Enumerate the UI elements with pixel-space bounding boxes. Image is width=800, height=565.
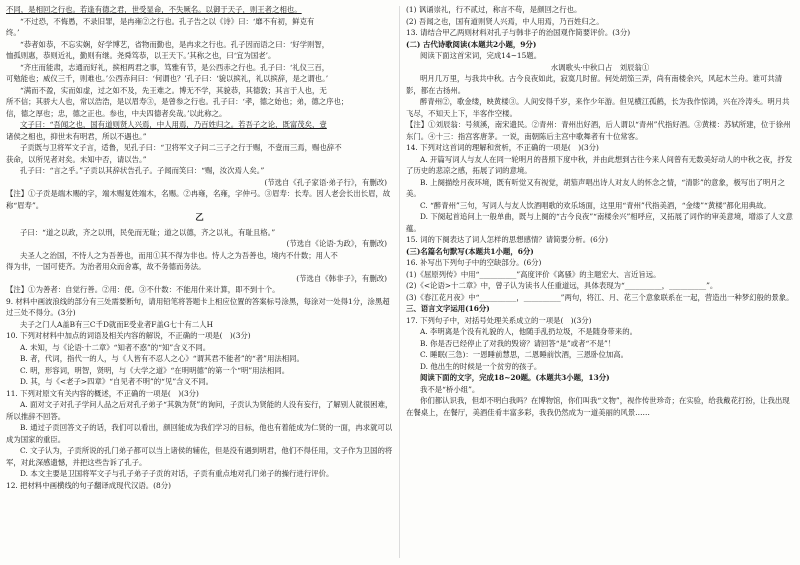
text-line: (节选自《论语·为政》，有删改): [286, 239, 387, 248]
option-line: C. 文子认为，子贡所说的孔门弟子都可以当上诸侯的辅佐，但是没有遇到明君，他们不得任用，文子作为卫国的将军，对此深感遗憾，并把这些告诉了孔子。: [6, 446, 393, 467]
poem-line: 醉青州②，歌金缕，映黄楼③。人间安得千岁，来作少年游。但见横江孤鹤，长为我作惊鸿，兴在冷涛头。明月共飞尽，不知天上下，半客作空楼。: [406, 97, 790, 118]
text-line: (1) 讽诵崇礼，行不贰过，称言不苟，是颜回之行也。: [406, 5, 582, 14]
option-line: D. 下阕起首追问上一般单曲，既与上阕的“古今良夜”“南楼余兴”相呼应，又拓展了词作的审美意境，增添了人文意蕴。: [406, 212, 793, 233]
question-12-items: [406, 4, 794, 39]
question-17-options: [406, 326, 794, 372]
fill-blank-item: (1)《屈原列传》中用“__________”高度评价《离骚》的主题宏大、言近旨远。: [406, 269, 661, 279]
option-line: B. 通过子贡回答文子的话，我们可以看出，颜回能成为我们学习的目标，他也有着能成为仁贤的一面，冉求就可以成为国家的重臣。: [6, 423, 393, 444]
poem-title: 水调歌头·中秋口占 刘辰翁①: [550, 62, 650, 72]
poem-body: [406, 73, 794, 119]
question-16: 16. 补写出下列句子中的空缺部分。(6分): [406, 258, 542, 267]
fill-blank-item: (3)《春江花月夜》中“__________，__________”两句，将江、月、花三个意象联系在一起，营造出一种梦幻般的景象。: [406, 292, 794, 302]
question-10: 10. 下列对材料中加点的词语及相关内容的解说，不正确的一项是( )(3分): [6, 331, 251, 340]
reading-text: 你们都认识我，但却不明白我吗？在博物馆，你们叫我“文物”，视作传世珍奇；在实验，给我戴花打扮，让我出现在餐桌上，在餐厅，美酒佳肴丰富多彩，我我仍然成为一道美丽的风景……: [406, 396, 790, 417]
note-a: 【注】①子贡是端木赐的字，端木赐复姓端木，名赐。②冉雍，名雍，字仲弓。③眉寿：长寿。因人老会长出长眉，故称“眉寿”。: [6, 189, 391, 210]
option-line: D. 本文主要是卫国将军文子与孔子弟子子贡的对话，子贡有重点地对孔门弟子的操行进行评价。: [20, 469, 334, 478]
text-line: “恭者如恭，不忘实娴，好学博艺，省物而勤也，是冉求之行也。孔子因而语之曰：‘好学则智，: [20, 39, 330, 49]
text-line: 可勉能也；威仪三千，则难也。’公西赤问曰：‘何谓也？’孔子曰：‘貌以摈礼，礼以摈辞，是之谓也。’: [6, 74, 329, 83]
left-column: [6, 4, 393, 562]
question-14: 14. 下列对这首词的理解和赏析，不正确的一项是( )(3分): [406, 143, 599, 152]
text-line: 恤孤则惠，恭则近礼，勤则有继。尧舜笃恭，以王天下。’其称之也，曰‘宜为国老’。: [6, 51, 276, 60]
passage-jia: [6, 4, 393, 188]
passage-yi-heading: 乙: [195, 213, 204, 223]
text-line: “满而不盈，实而如虚，过之如不及，先王难之。博无不学，其貌恭，其德敦；其言于人也，无: [20, 85, 327, 95]
question-14-options: [406, 154, 794, 235]
text-line: 不同，是相回之行也。若逢有德之君，世受显命，不失厥名。以御于天子，则王者之相也。: [6, 5, 302, 14]
section-2-title: (二) 古代诗歌阅读(本题共2小题，9分): [406, 39, 537, 49]
poem-line: 明月几万里，与我共中秋。古今良夜如此，寂寞几时留。何处胡笳三弄，尚有南楼余兴，风起木兰舟。谁可共清影，都在古扬州。: [406, 74, 783, 95]
question-11: 11. 下列对原文有关内容的概述，不正确的一项是( )(3分): [6, 388, 199, 398]
option-line: B. 你是否已经停止了对我的毁谤？请回答“是”或者“不是”！: [420, 338, 616, 348]
text-line: 获命，以所见者对矣。未知中否，请以告。”: [6, 154, 147, 164]
text-line: 13. 请结合甲乙两则材料对孔子与韩非子的治国观作简要评价。(3分): [406, 28, 631, 37]
section-3-title: (三)名篇名句默写(本题共1小题，6分): [406, 246, 534, 256]
option-line: D. 其，与《<老子>四章》“自见者不明”的“见”含义不同。: [20, 377, 214, 386]
fill-blank-item: (2)《<论语>十二章》中，曾子认为读书人任重道远，具体表现为“__________，__________”。: [406, 281, 718, 290]
question-17: 17. 下列句子中，对括号处理关系成立的一项是( )(3分): [406, 315, 592, 325]
text-line: (节选自《韩非子》，有删改): [296, 273, 387, 283]
text-line: “齐庄而能肃，志通而好礼，摈相两君之事，笃雅有节，是公西赤之行也。孔子曰：‘礼仪三百，: [20, 62, 330, 72]
question-12: 12. 把材料中画横线的句子翻译成现代汉语。(8分): [6, 480, 171, 490]
text-line: 子贡既与卫将军文子言，适鲁，见孔子曰：“卫将军文子问二三子之行于赐，不壹而三焉，赐也辞不: [20, 143, 342, 152]
reading-intro: 阅读下面的文字，完成18~20题。(本题共3小题，13分): [420, 373, 610, 382]
reading-title: 我不是“桥小组”。: [420, 384, 480, 394]
text-line: “不过恐，不悔愚，不录旧罪，是冉雍②之行也。孔子告之以《诗》曰：‘靡不有初，鲜克有: [20, 16, 315, 26]
option-line: A. 开篇写词人与友人在同一轮明月的普照下度中秋，并由此想到古往今来人间曾有无数美好动人的中秋之夜，抒发了历史的悲凉之感，拓展了词的意境。: [406, 154, 793, 175]
section-2-intro: 阅读下面这首宋词，完成14~15题。: [420, 51, 542, 60]
text-line: 文子曰：“吾闻之也，国有道则贤人兴焉，中人用焉，乃百姓归之。若吾子之论，既富茂矣，壹: [20, 120, 327, 129]
text-line: 诸侯之相也，抑世未有明君，所以不遇也。”: [6, 131, 147, 141]
note-c: 【注】①刘辰翁：号须溪，南宋遗民。②青州：青州出好酒，后人谓以“青州”代指好酒。③黄楼：苏轼所建，位于徐州东门。④十三：指宫客唐茅。一说，南朝陈后主宫中歌舞者有十位常客。: [406, 120, 791, 141]
text-line: (2) 吾闻之也，国有道则贤人兴焉，中人用焉，乃百姓归之。: [406, 16, 604, 26]
column-divider: [399, 6, 400, 558]
text-line: 得为非，一国可使齐。为治者用众而舍寡，故不务德而务法。: [6, 262, 206, 271]
option-line: C. “醉青州”三句，写词人与友人饮酒唱歌的欢乐场面，这里用“青州”代指美酒，“金缕”“黄楼”都化用典故。: [420, 200, 771, 210]
question-15: 15. 词的下阕表达了词人怎样的思想感情？请简要分析。(6分): [406, 235, 608, 244]
option-line: B. 上阕描绘月夜环境，既有听觉又有视觉，胡笳声唱出诗人对友人的怀念之情，“清影”的意象，极写出了明月之美。: [406, 177, 786, 198]
passage-yi: [6, 227, 393, 285]
option-line: A. 李明离是个没有礼貌的人，他随手乱扔垃圾，不是随身带来的。: [420, 327, 637, 336]
text-line: 夫圣人之治国，不恃人之为吾善也，而用①其不得为非也。恃人之为吾善也，境内不什数；用人不: [20, 250, 338, 260]
question-16-items: [406, 269, 794, 304]
question-11-options: [6, 399, 393, 480]
text-line: 终。’: [6, 28, 20, 37]
option-line: C. 睡眠(三急)：一恩睡前慧思，二恩睡前饮酒，三恩卧位加高。: [420, 350, 629, 359]
option-line: C. 明，形容词，明智，贤明，与《大学之道》“在明明德”的第一个“明”用法相同。: [20, 365, 290, 375]
text-line: 信，德之厚也；忠，德之正也。参也，中夫四德者矣哉。’以此称之。: [6, 108, 227, 118]
question-9-text: 夫子之门人A盖B有三C千D就而E受业者F盖G七十有二人H: [20, 319, 214, 329]
text-line: (节选自《孔子家语·弟子行》，有删改): [264, 177, 387, 187]
right-column: [406, 4, 794, 562]
text-line: 所不信；其骄大人也，常以浩浩，是以眉寿③，是曾参之行也。孔子曰：‘孝，德之始也；弟，德之序也；: [6, 97, 349, 106]
section-4-title: 三、语言文字运用(16分): [406, 304, 490, 313]
question-9: 9. 材料中画波浪线的部分有三处需要断句，请用铅笔将答题卡上相应位置的答案标号涂黑，每涂对一处得1分，涂黑超过三处不得分。(3分): [6, 296, 390, 317]
note-b: 【注】①为善者：自觉行善。②用：使。③不什数：不能用什来计算，即不到十个。: [6, 285, 280, 294]
option-line: A. 未知，与《论语·十二章》“知者不惑”的“知”含义不同。: [20, 342, 211, 352]
question-10-options: [6, 342, 393, 388]
text-line: 子曰：“道之以政，齐之以刑，民免而无耻；道之以德，齐之以礼，有耻且格。”: [20, 227, 276, 237]
option-line: A. 面对文子对孔子学问人品之后对孔子弟子“其孰为贤”的询问，子贡认为贤能的人没有妄行，了解别人就很困难，所以推辞不回答。: [6, 400, 393, 421]
text-line: 孔子曰：“言之乎。”子贡以其辞状告孔子。子闻而笑曰：“赐，汝次焉人矣。”: [20, 166, 265, 175]
option-line: B. 者，代词，指代一的人，与《人皆有不忍人之心》“谓其君不能者”的“者”用法相同。: [20, 354, 304, 363]
option-line: D. 他出生的时候是一个贫穷的孩子。: [420, 361, 542, 371]
